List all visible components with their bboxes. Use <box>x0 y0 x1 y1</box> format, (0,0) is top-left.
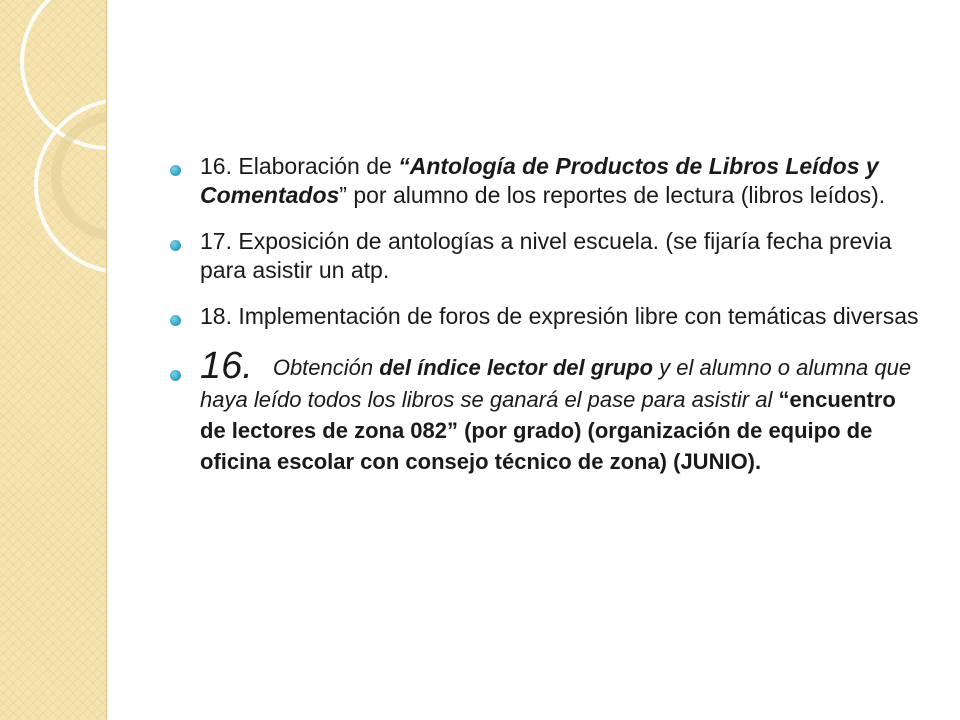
decorative-circles <box>0 0 106 720</box>
list-item <box>170 345 922 477</box>
item-emphasis: “encuentro de lectores de zona 082” (por grado) (organización de equipo de oficina escolar con consejo técnico de zona) (JUNIO). <box>200 387 896 474</box>
item-text: 18. Implementación de foros de expresión libre con temáticas diversas <box>200 303 919 329</box>
list-item <box>170 227 922 285</box>
bullet-icon <box>170 240 181 251</box>
item-text: 16. Elaboración de <box>200 153 399 179</box>
bullet-icon <box>170 315 181 326</box>
item-text: ” por alumno de los reportes de lectura (libros leídos). <box>339 182 886 208</box>
item-text: y el alumno o alumna que haya leído todos los libros se ganará el pase para asistir al <box>200 355 912 412</box>
item-text: Obtención <box>272 355 380 380</box>
item-emphasis: “Antología de Productos de Libros Leídos y Comentados <box>200 153 879 208</box>
item-number: 16. <box>200 345 253 387</box>
bullet-icon <box>170 370 181 381</box>
list-item <box>170 302 922 331</box>
bullet-list <box>170 152 922 494</box>
decorative-side-band <box>0 0 107 720</box>
item-emphasis: del índice lector del grupo <box>379 355 654 380</box>
bullet-icon <box>170 165 181 176</box>
list-item <box>170 152 922 210</box>
item-text: 17. Exposición de antologías a nivel escuela. (se fijaría fecha previa para asistir un atp. <box>200 228 892 283</box>
